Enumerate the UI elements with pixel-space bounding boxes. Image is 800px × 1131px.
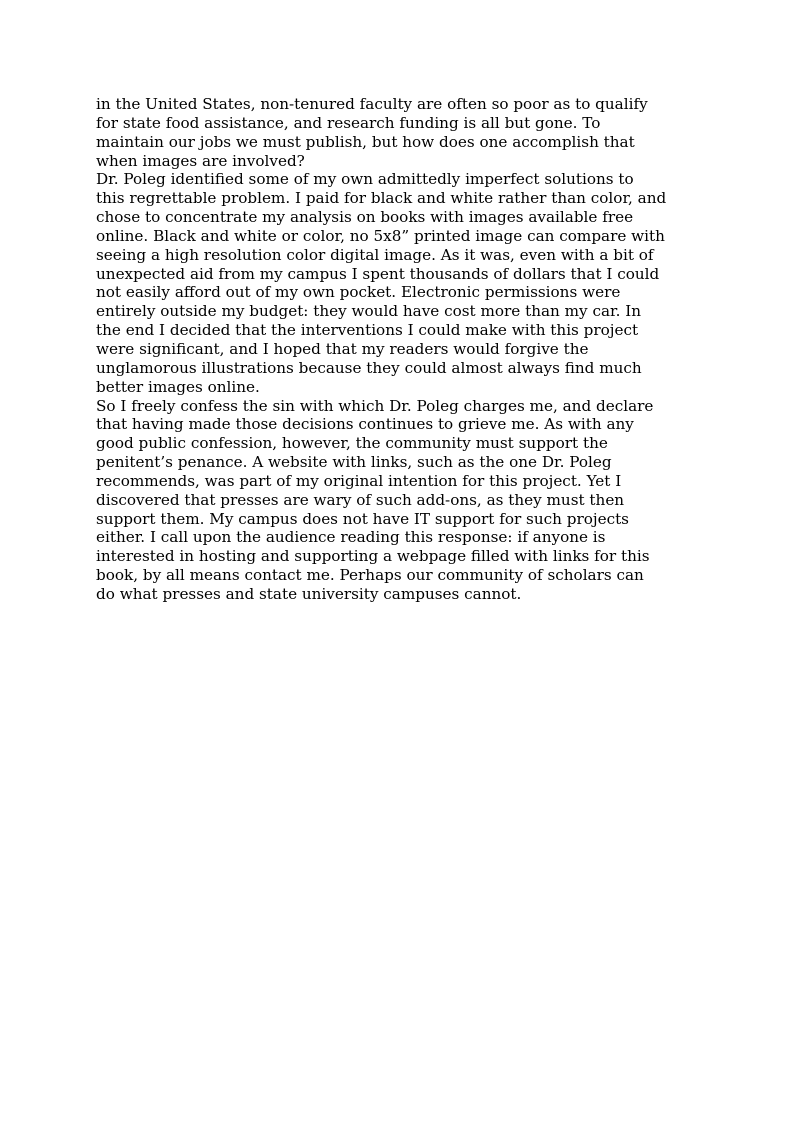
text-line: unexpected aid from my campus I spent thousands of dollars that I could <box>96 264 660 283</box>
text-line: penitent’s penance. A website with links, such as the one Dr. Poleg <box>96 453 612 472</box>
body-text <box>96 95 706 604</box>
text-line: when images are involved? <box>96 151 305 170</box>
text-line: better images online. <box>96 377 260 396</box>
text-line: that having made those decisions continues to grieve me. As with any <box>96 415 634 434</box>
text-line: support them. My campus does not have IT support for such projects <box>96 509 629 528</box>
text-line: the end I decided that the interventions I could make with this project <box>96 321 639 340</box>
text-line: were significant, and I hoped that my readers would forgive the <box>96 339 589 358</box>
text-line: this regrettable problem. I paid for black and white rather than color, and <box>96 189 667 208</box>
text-line: discovered that presses are wary of such add-ons, as they must then <box>96 490 625 509</box>
text-line: Dr. Poleg identified some of my own admittedly imperfect solutions to <box>96 170 634 189</box>
text-line: interested in hosting and supporting a webpage filled with links for this <box>96 547 650 566</box>
text-line: entirely outside my budget: they would have cost more than my car. In <box>96 302 642 321</box>
text-line: in the United States, non-tenured faculty are often so poor as to qualify <box>96 95 648 113</box>
text-line: So I freely confess the sin with which Dr. Poleg charges me, and declare <box>96 396 654 415</box>
text-line: seeing a high resolution color digital image. As it was, even with a bit of <box>96 245 654 264</box>
text-line: maintain our jobs we must publish, but how does one accomplish that <box>96 132 635 151</box>
text-line: chose to concentrate my analysis on books with images available free <box>96 208 634 227</box>
text-line: not easily afford out of my own pocket. Electronic permissions were <box>96 283 621 302</box>
text-line: for state food assistance, and research funding is all but gone. To <box>96 113 601 132</box>
text-line: online. Black and white or color, no 5x8” printed image can compare with <box>96 226 665 245</box>
text-line: recommends, was part of my original intention for this project. Yet I <box>96 471 622 490</box>
text-line: book, by all means contact me. Perhaps our community of scholars can <box>96 566 644 585</box>
text-line: unglamorous illustrations because they could almost always find much <box>96 358 642 377</box>
text-line: good public confession, however, the community must support the <box>96 434 608 453</box>
text-line: either. I call upon the audience reading this response: if anyone is <box>96 528 606 547</box>
text-line: do what presses and state university campuses cannot. <box>96 584 522 603</box>
